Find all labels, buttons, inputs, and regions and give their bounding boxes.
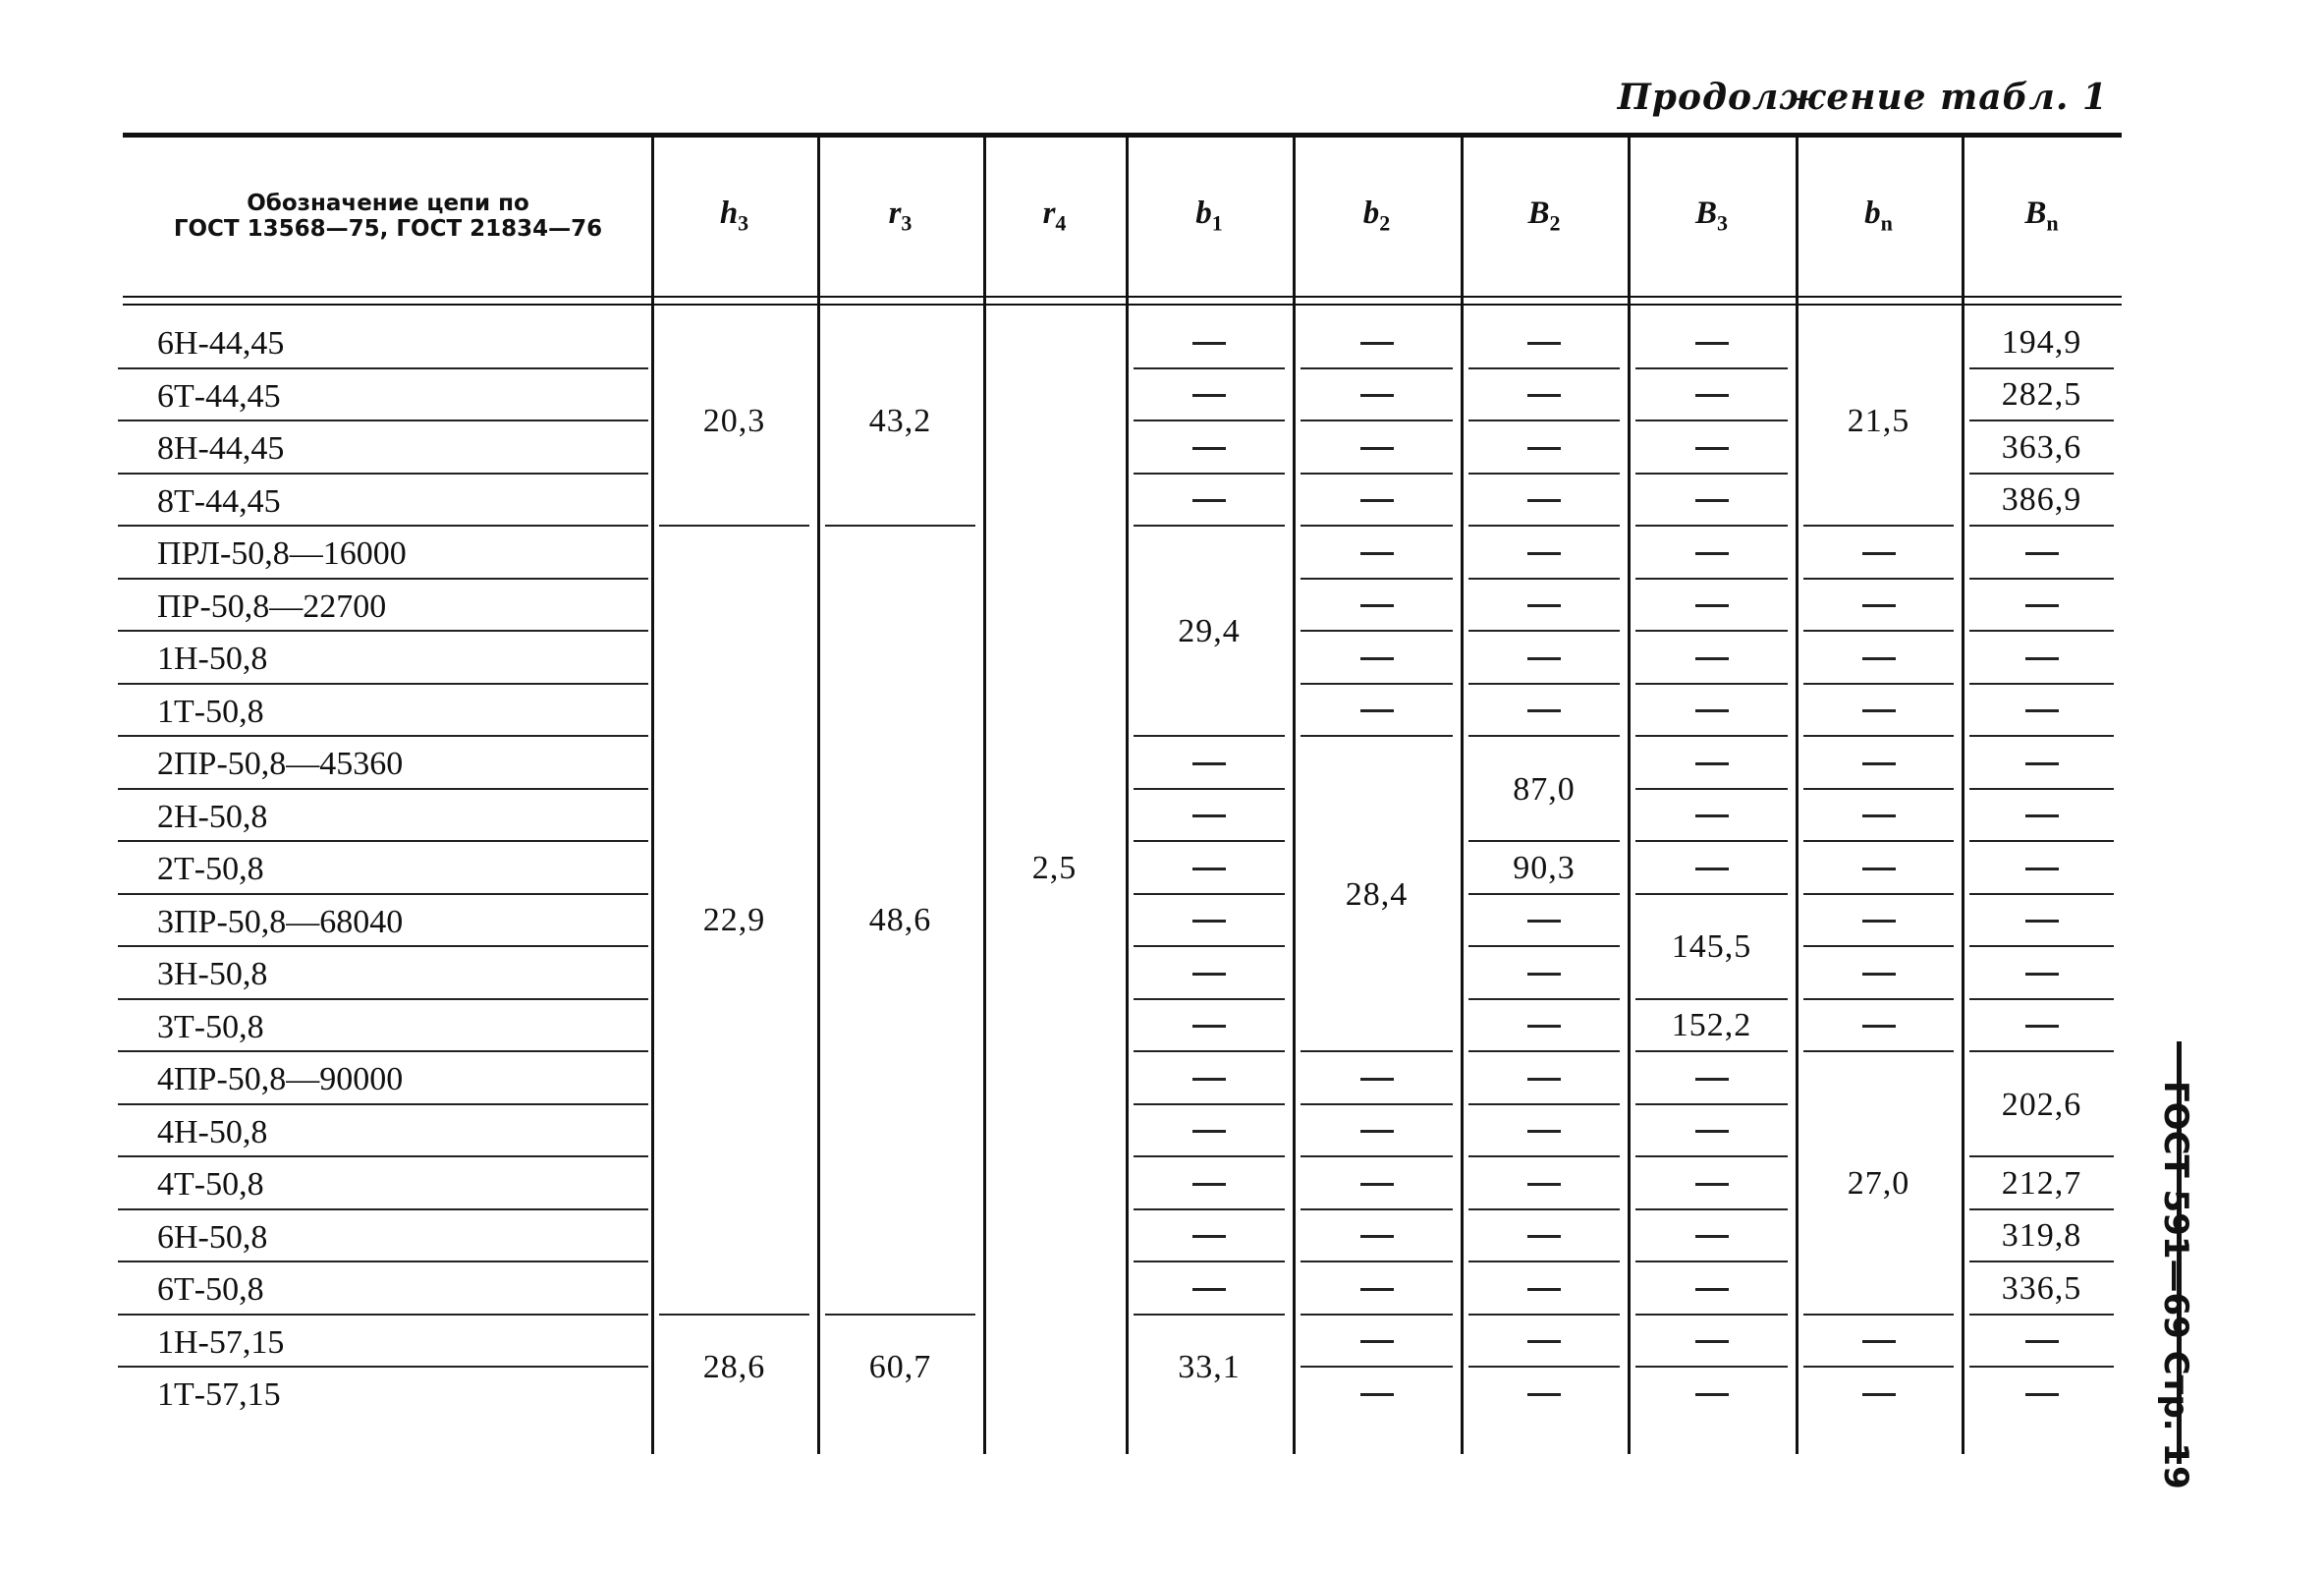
dash-mark [1695,394,1729,397]
dash-mark [2025,1025,2059,1028]
cell-separator [1468,1314,1620,1316]
dash-mark [1360,1078,1394,1081]
cell-separator [1635,525,1788,527]
cell-separator [1635,1261,1788,1262]
dash-mark [1695,1340,1729,1343]
table-cell-value: 60,7 [868,1349,932,1385]
cell-separator [1468,683,1620,685]
header-bottom-rule-double [123,304,2122,306]
cell-separator [1134,473,1285,475]
table-cell-value: 90,3 [1513,849,1576,886]
dash-mark [1695,814,1729,817]
column-header-symbol: $b_1$ [1195,196,1223,236]
row-separator [118,1314,648,1316]
dash-mark [1695,1130,1729,1133]
cell-separator [1635,788,1788,790]
cell-separator [1468,945,1620,947]
table-cell-value: 20,3 [702,403,766,439]
table-cell-value: 319,8 [2001,1217,2082,1255]
column-header [651,138,817,295]
dash-mark [2025,1340,2059,1343]
cell-separator [1300,367,1453,369]
cell-separator [1300,1103,1453,1105]
dash-mark [1862,657,1896,660]
dash-mark [1360,394,1394,397]
table-cell-value: 22,9 [702,902,766,939]
table-cell-value: 27,0 [1847,1164,1910,1202]
cell-separator [1969,788,2114,790]
row-separator [118,473,648,475]
dash-mark [1192,1235,1226,1238]
column-header-subscript: 3 [1717,210,1728,236]
row-label: 8Т-44,45 [157,482,281,520]
row-label: 4ПР-50,8—90000 [157,1061,404,1097]
table-cell-value: 152,2 [1671,1007,1752,1044]
cell-separator [1635,1208,1788,1210]
dash-mark [2025,657,2059,660]
row-separator [118,1103,648,1105]
row-separator [118,578,648,580]
row-label: ПРЛ-50,8—16000 [157,535,407,572]
row-label: 6Н-50,8 [157,1218,268,1256]
cell-separator [1134,840,1285,842]
cell-separator [1635,473,1788,475]
row-separator [118,945,648,947]
cell-separator [1969,893,2114,895]
cell-separator [1468,1208,1620,1210]
cell-separator [1635,1155,1788,1157]
row-label: 6Т-44,45 [157,377,281,415]
cell-separator [1300,525,1453,527]
cell-separator [1300,683,1453,685]
cell-separator [1635,840,1788,842]
row-separator [118,1261,648,1262]
cell-separator [1134,788,1285,790]
row-separator [118,788,648,790]
column-header [1126,138,1293,295]
table-cell-value: 43,2 [868,403,932,439]
cell-separator [1468,630,1620,632]
continuation-label: Продолжение табл. 1 [1617,77,2108,118]
table-cell-value: 386,9 [2001,481,2082,519]
cell-separator [1300,578,1453,580]
dash-mark [1527,1288,1561,1291]
row-separator [118,840,648,842]
dash-mark [1527,1183,1561,1186]
row-label: 2Н-50,8 [157,798,268,835]
row-separator [118,1366,648,1368]
column-header-subscript: 2 [1549,210,1561,236]
dash-mark [1862,762,1896,765]
cell-separator [1300,1314,1453,1316]
row-separator [118,1050,648,1052]
dash-mark [1360,447,1394,450]
dash-mark [1695,342,1729,345]
column-header-subscript: n [2046,210,2059,236]
cell-separator [1468,1261,1620,1262]
cell-separator [1300,1208,1453,1210]
designation-header-line2: ГОСТ 13568—75, ГОСТ 21834—76 [173,216,603,242]
dash-mark [1192,499,1226,502]
dash-mark [2025,814,2059,817]
dash-mark [1695,1078,1729,1081]
row-separator [118,998,648,1000]
row-label: 6Т-50,8 [157,1271,264,1308]
table-cell-value: 29,4 [1178,613,1241,649]
cell-separator [1969,840,2114,842]
dash-mark [1360,604,1394,607]
side-page-label: ГОСТ 591—69 Стр. 19 [2156,1081,2195,1489]
dash-mark [1527,920,1561,923]
column-header-symbol: $b_2$ [1362,196,1391,236]
cell-separator [1300,1261,1453,1262]
dash-mark [2025,552,2059,555]
row-label: 1Н-50,8 [157,641,268,677]
cell-separator [1468,420,1620,421]
dash-mark [1527,657,1561,660]
column-header [1628,138,1796,295]
table-cell-value: 202,6 [2001,1086,2082,1123]
dash-mark [1360,1288,1394,1291]
cell-separator [1969,1366,2114,1368]
cell-separator [1134,1155,1285,1157]
dash-mark [1527,973,1561,976]
dash-mark [1862,973,1896,976]
table-cell-value: 282,5 [2001,376,2082,414]
dash-mark [1695,604,1729,607]
cell-separator [1134,893,1285,895]
table-cell-value: 87,0 [1513,770,1576,808]
cell-separator [1635,367,1788,369]
dash-mark [1192,1288,1226,1291]
dash-mark [1192,973,1226,976]
cell-separator [1635,420,1788,421]
row-label: 1Н-57,15 [157,1323,285,1361]
dash-mark [1192,814,1226,817]
cell-separator [1969,578,2114,580]
column-header-subscript: 3 [901,210,913,236]
dash-mark [1862,604,1896,607]
cell-separator [1300,1366,1453,1368]
column-header-subscript: 3 [738,210,749,236]
column-header-symbol: $r_4$ [1042,196,1067,236]
cell-separator [1803,945,1954,947]
column-header-symbol: $h_3$ [719,196,749,236]
dash-mark [1360,1130,1394,1133]
dash-mark [1192,1078,1226,1081]
header-bottom-rule [123,296,2122,298]
table-cell-value: 2,5 [1031,849,1078,886]
column-header-subscript: n [1880,210,1893,236]
dash-mark [1862,920,1896,923]
dash-mark [1527,1235,1561,1238]
dash-mark [1695,499,1729,502]
cell-separator [1635,630,1788,632]
dash-mark [1527,394,1561,397]
row-separator [118,525,648,527]
dash-mark [1695,762,1729,765]
dash-mark [1192,868,1226,870]
dash-mark [2025,709,2059,712]
row-label: 4Т-50,8 [157,1166,264,1203]
table-cell-value: 194,9 [2001,323,2082,361]
dash-mark [1360,709,1394,712]
table-cell-value: 212,7 [2001,1164,2082,1202]
dash-mark [1862,868,1896,870]
column-header [1962,138,2122,295]
dash-mark [1527,552,1561,555]
column-header-symbol: $b_n$ [1864,196,1893,236]
dash-mark [1527,1078,1561,1081]
column-header-symbol: $B_n$ [2024,196,2059,236]
row-label: ПР-50,8—22700 [157,588,387,625]
cell-separator [1468,367,1620,369]
dash-mark [2025,920,2059,923]
row-label: 2ПР-50,8—45360 [157,746,404,782]
row-separator [118,893,648,895]
table-cell-value: 48,6 [868,902,932,939]
dash-mark [1527,709,1561,712]
column-header-symbol: $B_2$ [1527,196,1561,236]
cell-separator [1969,735,2114,737]
dash-mark [1862,814,1896,817]
table-cell-value: 21,5 [1847,403,1910,439]
table-cell-value: 33,1 [1178,1349,1241,1385]
row-label: 6Н-44,45 [157,325,285,362]
cell-separator [1134,998,1285,1000]
column-header [1293,138,1461,295]
dash-mark [1192,762,1226,765]
cell-separator [1803,683,1954,685]
cell-separator [1468,1103,1620,1105]
dash-mark [1695,1288,1729,1291]
table-cell-value: 336,5 [2001,1269,2082,1307]
column-header-subscript: 1 [1211,210,1223,236]
dash-mark [2025,868,2059,870]
cell-separator [1635,735,1788,737]
dash-mark [1192,1025,1226,1028]
dash-mark [1527,499,1561,502]
row-label: 1Т-57,15 [157,1376,281,1413]
cell-separator [1134,945,1285,947]
dash-mark [1527,447,1561,450]
cell-separator [1635,1366,1788,1368]
cell-separator [1300,1155,1453,1157]
dash-mark [1695,709,1729,712]
column-header-symbol: $B_3$ [1694,196,1728,236]
dash-mark [1862,1340,1896,1343]
table-cell-value: 363,6 [2001,428,2082,466]
cell-separator [1803,998,1954,1000]
row-label: 4Н-50,8 [157,1113,268,1150]
row-label: 3Н-50,8 [157,956,268,992]
dash-mark [1360,657,1394,660]
cell-separator [1803,1366,1954,1368]
row-label: 1Т-50,8 [157,693,264,730]
dash-mark [1527,604,1561,607]
row-separator [118,420,648,421]
cell-separator [1803,578,1954,580]
row-separator [118,1208,648,1210]
cell-separator [1134,420,1285,421]
cell-separator [1803,630,1954,632]
dash-mark [1360,552,1394,555]
cell-separator [1134,1261,1285,1262]
cell-separator [1468,578,1620,580]
dash-mark [1695,447,1729,450]
row-label: 2Т-50,8 [157,851,264,887]
cell-separator [1635,578,1788,580]
dash-mark [1862,1393,1896,1396]
table-cell-value: 145,5 [1671,928,1752,965]
cell-separator [1134,1103,1285,1105]
cell-separator [1300,630,1453,632]
table-cell-value: 28,4 [1345,875,1409,913]
dash-mark [1862,709,1896,712]
cell-separator [1803,840,1954,842]
dash-mark [2025,604,2059,607]
cell-separator [1468,1155,1620,1157]
cell-separator [1635,1103,1788,1105]
cell-separator [1468,525,1620,527]
cell-separator [1803,788,1954,790]
dash-mark [1192,342,1226,345]
cell-separator [1300,420,1453,421]
column-divider [1126,138,1129,1454]
dash-mark [1695,1393,1729,1396]
designation-header-line1: Обозначение цепи по [247,191,529,216]
dash-mark [2025,973,2059,976]
row-label: 3Т-50,8 [157,1008,264,1045]
dash-mark [1527,1130,1561,1133]
dash-mark [1192,1130,1226,1133]
row-separator [118,367,648,369]
dash-mark [1527,1340,1561,1343]
cell-separator [1468,1366,1620,1368]
column-header-subscript: 2 [1379,210,1391,236]
row-separator [118,683,648,685]
cell-separator [1803,893,1954,895]
cell-separator [1803,735,1954,737]
cell-separator [1134,1050,1285,1052]
dash-mark [1360,342,1394,345]
dash-mark [1527,342,1561,345]
dash-mark [1695,657,1729,660]
table-cell-value: 28,6 [702,1349,766,1385]
cell-separator [1969,683,2114,685]
designation-header [128,138,648,295]
cell-separator [1969,998,2114,1000]
cell-separator [1134,367,1285,369]
dash-mark [1527,1025,1561,1028]
dash-mark [1695,868,1729,870]
dash-mark [1862,552,1896,555]
row-separator [118,630,648,632]
column-header-subscript: 4 [1055,210,1067,236]
dash-mark [1360,499,1394,502]
row-separator [118,1155,648,1157]
dash-mark [1192,447,1226,450]
dash-mark [1360,1340,1394,1343]
cell-separator [1300,473,1453,475]
dash-mark [1192,920,1226,923]
column-header [983,138,1126,295]
cell-separator [1635,683,1788,685]
row-label: 8Н-44,45 [157,430,285,467]
cell-separator [1468,473,1620,475]
cell-separator [1969,630,2114,632]
cell-separator [1635,1314,1788,1316]
column-header [817,138,983,295]
cell-separator [1134,1208,1285,1210]
dash-mark [1360,1235,1394,1238]
column-header [1461,138,1628,295]
column-header-symbol: $r_3$ [888,196,913,236]
dash-mark [2025,1393,2059,1396]
cell-separator [1468,998,1620,1000]
dash-mark [2025,762,2059,765]
dash-mark [1527,1393,1561,1396]
column-divider [1628,138,1631,1454]
column-header [1796,138,1962,295]
dash-mark [1360,1183,1394,1186]
dash-mark [1695,1183,1729,1186]
dash-mark [1695,1235,1729,1238]
dash-mark [1360,1393,1394,1396]
row-label: 3ПР-50,8—68040 [157,903,404,940]
dash-mark [1192,1183,1226,1186]
dash-mark [1192,394,1226,397]
cell-separator [1969,945,2114,947]
dash-mark [1862,1025,1896,1028]
cell-separator [1468,1050,1620,1052]
dash-mark [1695,552,1729,555]
row-separator [118,735,648,737]
